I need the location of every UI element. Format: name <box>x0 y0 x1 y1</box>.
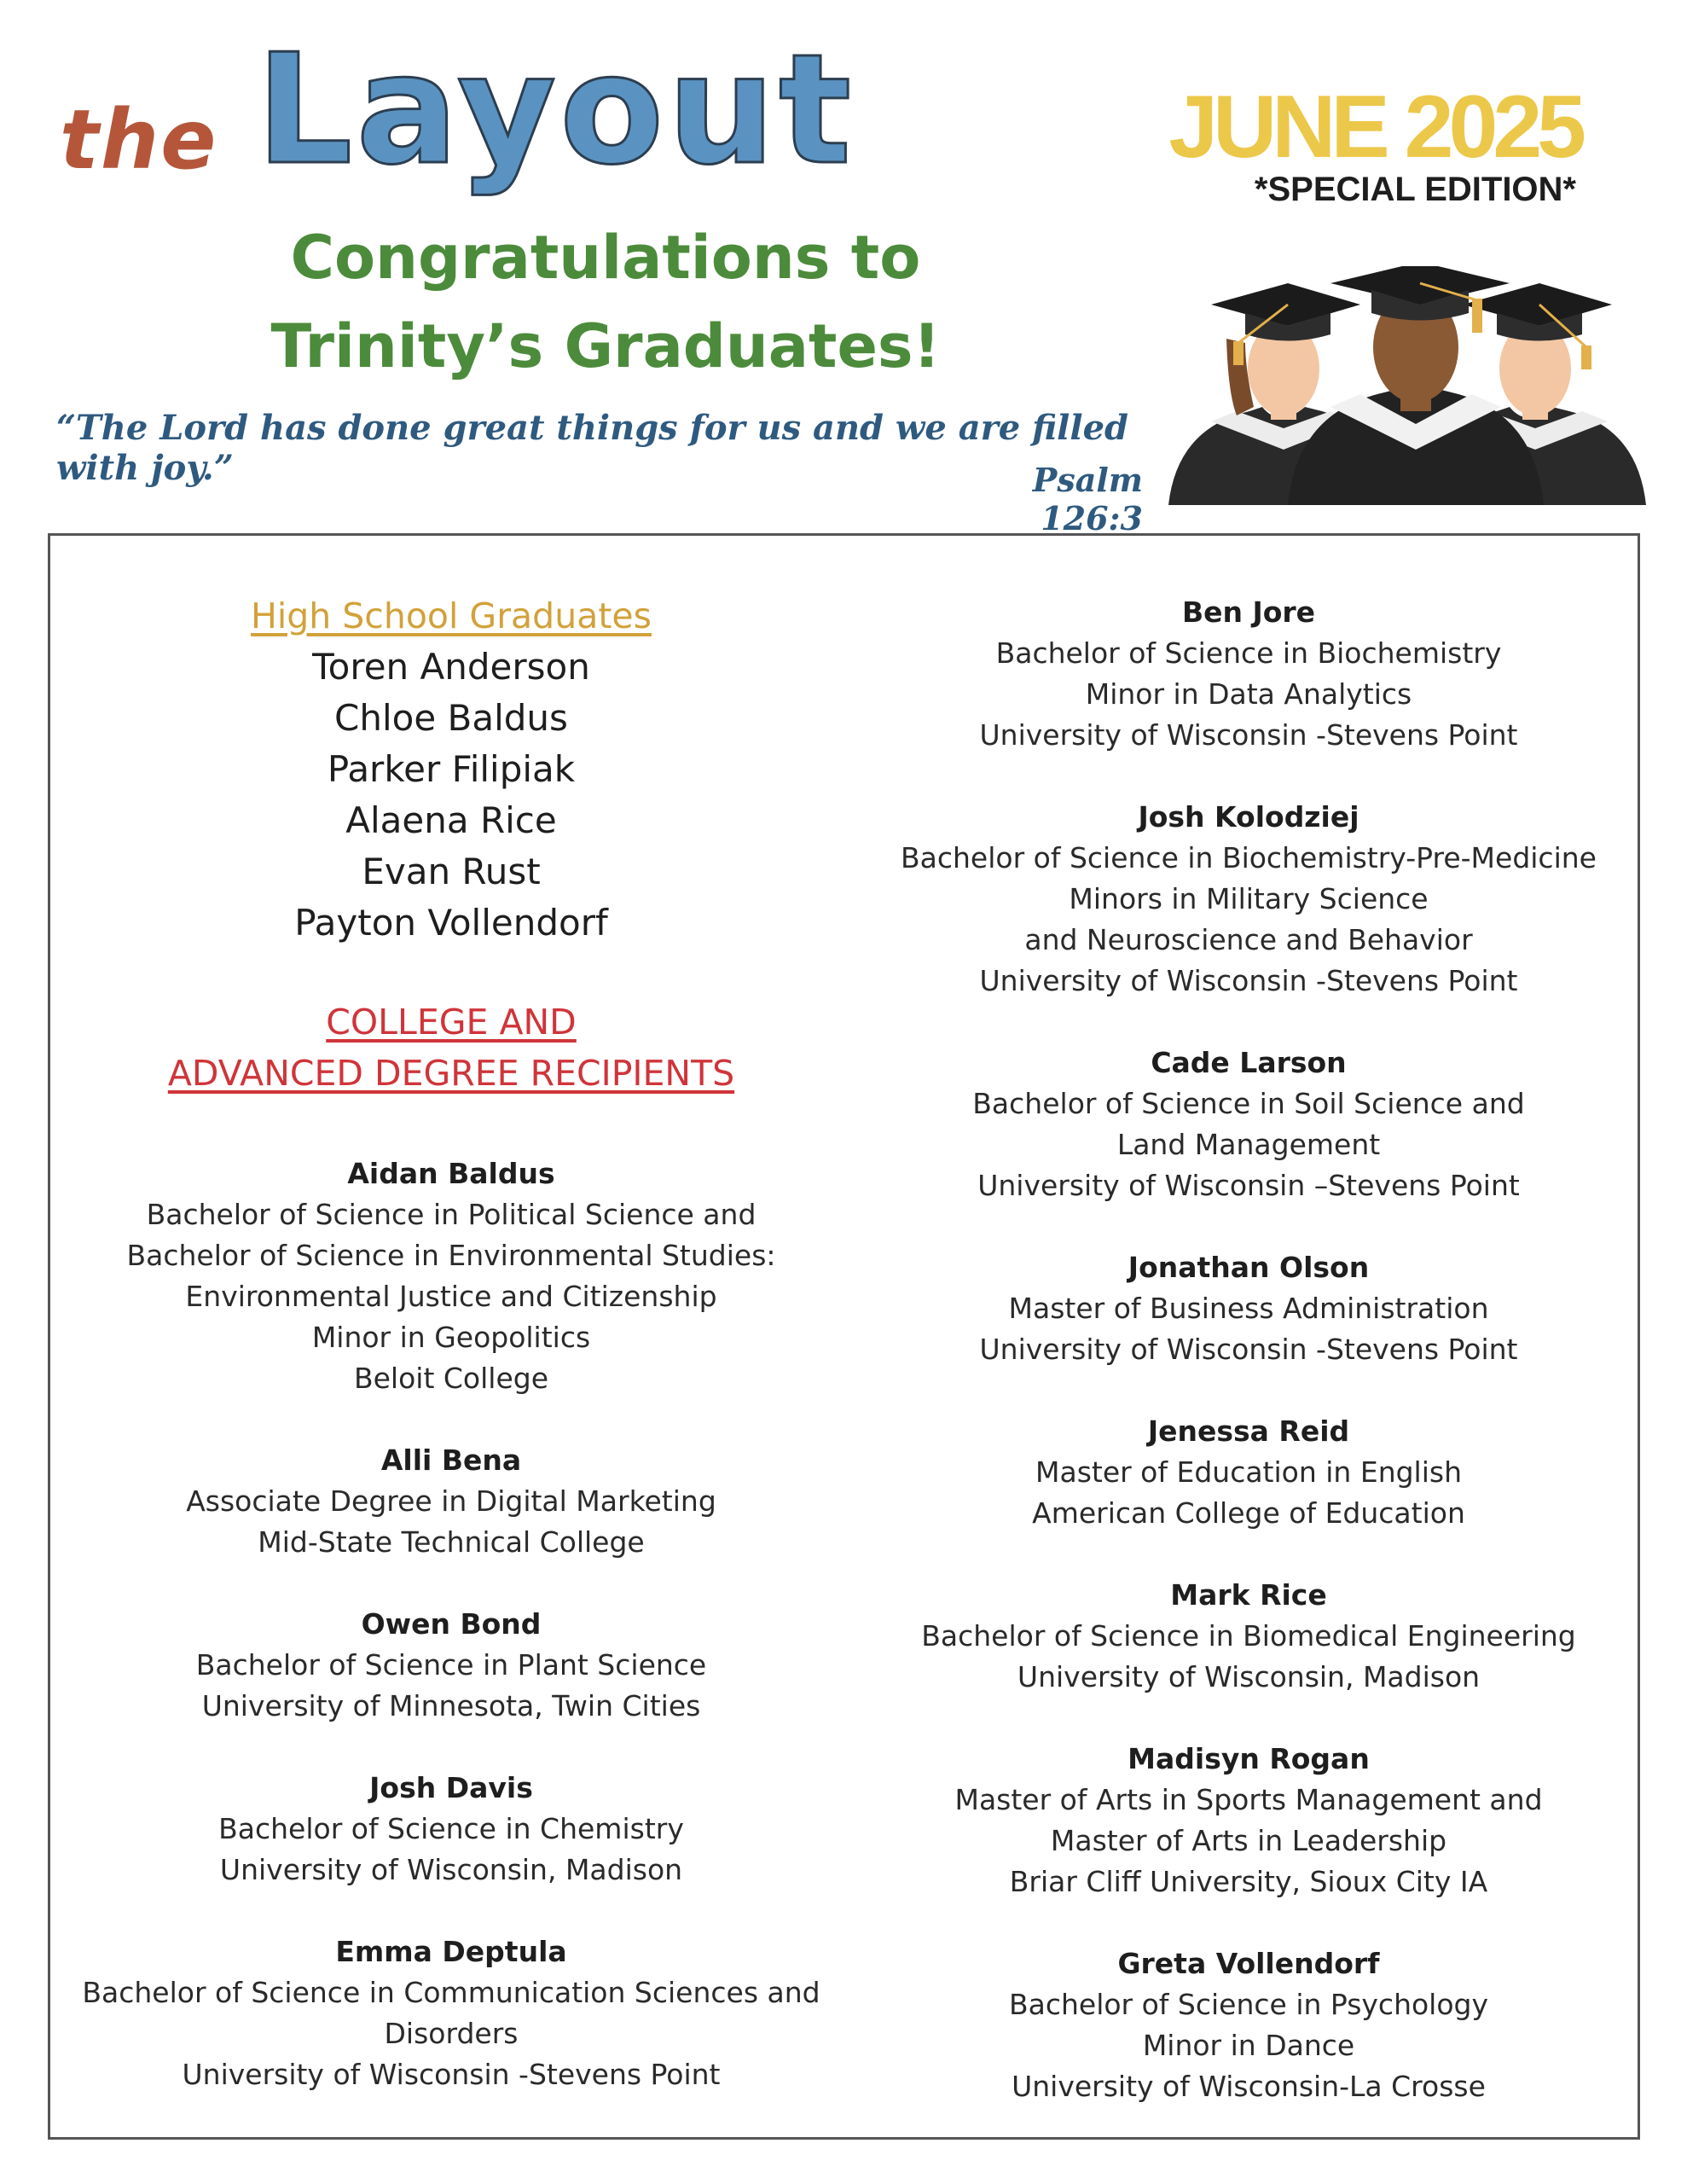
college-heading-line-2: ADVANCED DEGREE RECIPIENTS <box>167 1053 735 1094</box>
graduate-name: Alli Bena <box>380 1443 522 1477</box>
graduate-detail: Bachelor of Science in Biomedical Engineering <box>921 1619 1576 1653</box>
list-item: Evan Rust <box>362 851 541 892</box>
graduate-detail: Bachelor of Science in Chemistry <box>218 1812 684 1845</box>
graduate-name: Aidan Baldus <box>347 1157 555 1190</box>
graduate-entry <box>861 592 1637 756</box>
graduate-detail: Master of Education in English <box>1035 1455 1462 1489</box>
graduate-detail: Bachelor of Science in Biochemistry <box>995 636 1502 670</box>
college-heading-line-1: COLLEGE AND <box>326 1002 577 1043</box>
issue-date: JUNE 2025 <box>1168 78 1581 177</box>
graduate-entry <box>50 1768 852 1891</box>
graduate-name: Jonathan Olson <box>1128 1251 1370 1284</box>
verse-reference: Psalm 126:3 <box>1032 461 1143 537</box>
graduate-entry <box>50 1153 852 1399</box>
special-edition-label: *SPECIAL EDITION* <box>1254 171 1576 208</box>
bible-verse: “The Lord has done great things for us and we are filled with joy.” <box>56 408 1128 488</box>
graduate-detail: Bachelor of Science in Soil Science and <box>972 1087 1525 1120</box>
graduate-entry <box>50 1931 852 2095</box>
graduate-detail: Land Management <box>1116 1128 1381 1161</box>
graduate-detail: Master of Business Administration <box>1008 1292 1489 1325</box>
graduate-detail: University of Wisconsin -Stevens Point <box>979 718 1518 752</box>
graduate-detail: Bachelor of Science in Political Science and <box>146 1198 757 1231</box>
graduate-name: Josh Kolodziej <box>1138 800 1359 834</box>
list-item: Toren Anderson <box>312 646 590 688</box>
left-column <box>50 536 852 2136</box>
graduate-detail: Master of Arts in Leadership <box>1050 1824 1447 1857</box>
graduate-name: Cade Larson <box>1151 1046 1347 1079</box>
graduate-detail: Bachelor of Science in Plant Science <box>195 1648 707 1682</box>
graduate-detail: Disorders <box>384 2017 519 2050</box>
graduate-detail: Bachelor of Science in Communication Sciences and <box>82 1976 820 2009</box>
graduate-detail: Minor in Geopolitics <box>311 1321 591 1354</box>
graduate-detail: Beloit College <box>353 1362 549 1395</box>
high-school-heading: High School Graduates <box>251 595 652 636</box>
graduate-name: Greta Vollendorf <box>1117 1947 1380 1980</box>
graduate-entry <box>861 1247 1637 1370</box>
graduate-entry <box>861 1575 1637 1698</box>
graduate-detail: Minors in Military Science <box>1069 882 1429 915</box>
graduate-entry <box>861 797 1637 1002</box>
graduate-name: Ben Jore <box>1181 595 1316 629</box>
masthead-title: Layout <box>256 21 855 198</box>
graduate-detail: Associate Degree in Digital Marketing <box>186 1484 716 1518</box>
graduate-entry <box>50 1440 852 1563</box>
graduate-detail: Briar Cliff University, Sioux City IA <box>1009 1865 1488 1898</box>
college-heading <box>50 996 852 1099</box>
list-item: Parker Filipiak <box>327 748 576 790</box>
graduate-detail: University of Wisconsin -Stevens Point <box>182 2058 721 2091</box>
graduate-detail: University of Wisconsin, Madison <box>1017 1660 1481 1693</box>
graduate-entry <box>861 1739 1637 1902</box>
graduate-name: Owen Bond <box>361 1607 542 1641</box>
graduate-detail: and Neuroscience and Behavior <box>1024 923 1473 956</box>
graduate-detail: Environmental Justice and Citizenship <box>185 1280 717 1313</box>
graduate-detail: University of Wisconsin –Stevens Point <box>977 1169 1520 1202</box>
graduate-entry <box>50 1604 852 1727</box>
graduate-detail: Mid-State Technical College <box>258 1525 645 1559</box>
graduate-detail: University of Wisconsin-La Crosse <box>1012 2070 1486 2103</box>
graduate-name: Madisyn Rogan <box>1128 1742 1370 1775</box>
graduate-name: Josh Davis <box>369 1771 533 1804</box>
headline <box>230 213 981 391</box>
masthead-the: the <box>60 92 218 188</box>
graduate-detail: University of Minnesota, Twin Cities <box>201 1689 701 1722</box>
headline-line-2: Trinity’s Graduates! <box>270 311 941 381</box>
graduate-entry <box>861 1943 1637 2107</box>
graduate-detail: Bachelor of Science in Psychology <box>1008 1988 1489 2021</box>
college-list-left <box>50 1153 852 2095</box>
graduate-detail: Minor in Data Analytics <box>1085 677 1412 711</box>
high-school-list <box>50 642 852 949</box>
graduate-detail: University of Wisconsin -Stevens Point <box>979 1333 1518 1366</box>
college-list-right <box>861 592 1637 2107</box>
graduate-detail: Minor in Dance <box>1142 2029 1355 2062</box>
graduate-detail: Bachelor of Science in Biochemistry-Pre-Medicine <box>901 841 1597 874</box>
graduates-illustration-icon <box>1160 266 1651 505</box>
right-column <box>861 536 1637 2148</box>
list-item: Payton Vollendorf <box>294 902 608 944</box>
graduate-detail: University of Wisconsin -Stevens Point <box>979 964 1518 997</box>
graduate-detail: American College of Education <box>1032 1496 1465 1530</box>
graduates-content-box <box>48 533 1640 2140</box>
graduate-detail: Bachelor of Science in Environmental Studies: <box>126 1239 776 1272</box>
list-item: Alaena Rice <box>345 799 557 841</box>
list-item: Chloe Baldus <box>334 697 568 739</box>
graduate-entry <box>861 1043 1637 1206</box>
graduate-detail: Master of Arts in Sports Management and <box>954 1783 1543 1816</box>
graduate-entry <box>861 1411 1637 1534</box>
graduate-name: Mark Rice <box>1170 1578 1327 1612</box>
graduate-name: Jenessa Reid <box>1147 1414 1350 1448</box>
graduate-detail: University of Wisconsin, Madison <box>219 1853 683 1886</box>
graduate-name: Emma Deptula <box>335 1935 567 1968</box>
headline-line-1: Congratulations to <box>290 223 921 293</box>
